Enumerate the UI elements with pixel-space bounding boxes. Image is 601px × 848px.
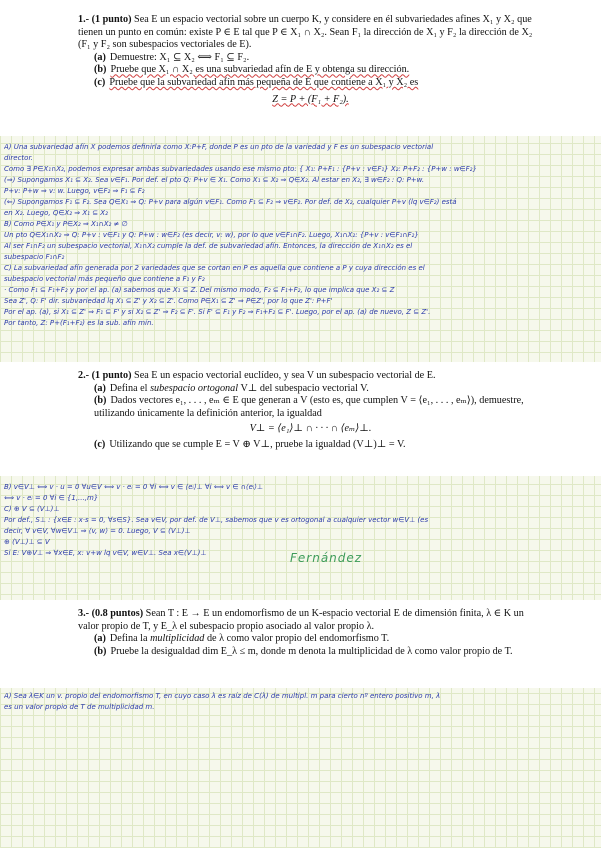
answer-2-line: ⊕ (V⊥)⊥ ⊆ V xyxy=(4,538,50,546)
problem-3-number: 3.- (0.8 puntos) xyxy=(78,608,144,619)
answer-1-line: B) Como P∈X₁ y P∈X₂ ⇒ X₁∩X₂ ≠ ∅ xyxy=(4,220,128,228)
problem-2-formula: V⊥ = ⟨e₁⟩⊥ ∩ · · · ∩ ⟨eₘ⟩⊥. xyxy=(249,423,372,435)
signature-scribble: Fernández xyxy=(290,551,363,565)
answer-1-line: Al ser F₁∩F₂ un subespacio vectorial, X₁∩X₂ cumple la def. de subvariedad afín. Entonces, la dirección de X₁∩X₂ es el xyxy=(4,242,413,250)
problem-1-b-text: Pruebe que X₁ ∩ X₂ es una subvariedad afín de E y obtenga su dirección. xyxy=(110,64,410,76)
answer-2-line: B) v∈V⊥ ⟺ v · u = 0 ∀u∈V ⟺ v · eᵢ = 0 ∀i ⟺ v ∈ ⟨eᵢ⟩⊥ ∀i ⟺ v ∈ ∩⟨eᵢ⟩⊥ xyxy=(4,483,263,491)
problem-2-number: 2.- (1 punto) xyxy=(78,370,132,381)
answer-2-line: ⟺ v · eᵢ = 0 ∀i ∈ {1,...,m} xyxy=(4,494,99,502)
problem-3-a-text: Defina la xyxy=(109,633,151,645)
problem-1-b-label: (b) xyxy=(94,64,107,76)
problem-2-a-text: Defina el xyxy=(109,382,151,394)
answer-3-line: A) Sea λ∈K un v. propio del endomorfismo T, en cuyo caso λ es raíz de C(λ) de multipl. m para cierto nº entero positivo m, λ xyxy=(4,692,441,700)
answer-1-line: Sea Z', Q: F' dir. subvariedad lq X₁ ⊆ Z' y X₂ ⊆ Z'. Como P∈X₁ ⊆ Z' ⇒ P∈Z', por lo que Z': P+F' xyxy=(4,297,333,305)
answer-2-line: Por def., S⊥ : {x∈E : x·s = 0, ∀s∈S}. Sea v∈V, por def. de V⊥, sabemos que v es ortogonal a cualquier vector w∈V⊥ (es xyxy=(4,516,429,524)
problem-2-block xyxy=(0,362,601,476)
answer-2-line: C) ⊕ V ⊆ (V⊥)⊥ xyxy=(4,505,60,513)
problem-3-block xyxy=(0,600,601,688)
problem-2-intro: Sea E un espacio vectorial euclídeo, y sea V un subespacio vectorial de E. xyxy=(134,370,436,381)
answer-1-line: (⇐) Supongamos F₁ ⊆ F₂. Sea Q∈X₁ ⇒ Q: P+v para algún v∈F₁. Como F₁ ⊆ F₂ ⇒ v∈F₂. Por def. de X₂, cualquier P+v (lq v∈F₂) está xyxy=(4,198,457,206)
problem-1-c-label: (c) xyxy=(94,76,106,88)
problem-2-c-label: (c) xyxy=(94,438,106,450)
answer-1-line: C) La subvariedad afín generada por 2 variedades que se cortan en P es aquella que contiene a P y cuya dirección es el xyxy=(4,264,425,272)
answer-2-handwriting xyxy=(4,482,597,559)
problem-1-intro: Sea E un espacio vectorial sobre un cuerpo K, y considere en él subvariedades afines X₁ y X₂ que tienen un punto en común: existe P ∈ E tal que P ∈ X₁ ∩ X₂. Sean F₁ la dirección de X₁ y F₂ la dirección de X₂ (F₁ y F₂ son subespacios vectoriales de E). xyxy=(78,14,533,51)
problem-2-c-text: Utilizando que se cumple E = V ⊕ V⊥, pruebe la igualdad (V⊥)⊥ = V. xyxy=(109,438,406,450)
problem-3-intro: Sean T : E → E un endomorfismo de un K-espacio vectorial E de dimensión finita, λ ∈ K un valor propio de T, y E_λ el subespacio propio asociado al valor propio λ. xyxy=(78,608,524,632)
problem-2 xyxy=(78,370,543,452)
answer-2-line: decir, ∀ v∈V, ∀w∈V⊥ ⇒ ⟨v, w⟩ = 0. Luego, V ⊆ (V⊥)⊥ xyxy=(4,527,191,535)
answer-1-line: P+v: P+w ⇒ v: w. Luego, v∈F₂ ⇒ F₁ ⊆ F₂ xyxy=(4,187,145,195)
answer-1-handwriting xyxy=(4,142,597,329)
answer-1-line: Por tanto, Z: P+(F₁+F₂) es la sub. afín mín. xyxy=(4,319,154,327)
answer-1-line: · Como F₁ ⊆ F₁+F₂ y por el ap. (a) sabemos que X₁ ⊆ Z. Del mismo modo, F₂ ⊆ F₁+F₂, lo que implica que X₂ ⊆ Z xyxy=(4,286,395,294)
problem-3-a-label: (a) xyxy=(94,633,106,645)
problem-2-a-emphasis: subespacio ortogonal xyxy=(150,382,239,394)
problem-1-c-text: Pruebe que la subvariedad afín más pequeña de E que contiene a X₁ y X₂ es xyxy=(109,76,419,88)
problem-2-b-label: (b) xyxy=(94,395,107,407)
answer-1-line: A) Una subvariedad afín X podemos definirla como X:P+F, donde P es un pto de la variedad y F es un subespacio vectorial xyxy=(4,143,434,151)
answer-2-line: Si E: V⊕V⊥ ⇒ ∀x∈E, x: v+w lq v∈V, w∈V⊥. Sea x∈(V⊥)⊥ xyxy=(4,549,207,557)
answer-1-line: director. xyxy=(4,154,33,162)
problem-3-a-text-end: de λ como valor propio del endomorfismo T. xyxy=(204,633,390,645)
answer-3-handwriting xyxy=(4,691,597,713)
problem-3-a-emphasis: multiplicidad xyxy=(150,633,205,645)
problem-3-b-text: Pruebe la desigualdad dim E_λ ≤ m, donde m denota la multiplicidad de λ como valor propio de T. xyxy=(110,645,513,657)
problem-1-a-label: (a) xyxy=(94,51,106,63)
answer-1-line: en X₂. Luego, Q∈X₂ ⇒ X₁ ⊆ X₂ xyxy=(4,209,108,217)
answer-1-line: Como ∃ P∈X₁∩X₂, podemos expresar ambas subvariedades usando ese mismo pto: { X₁: P+F₁ : {P+v : v∈F₁} X₂: P+F₂ : {P+w : w∈F₂} xyxy=(4,165,477,173)
answer-1-line: Por el ap. (a), si X₁ ⊆ Z' ⇒ F₁ ⊆ F' y si X₂ ⊆ Z' ⇒ F₂ ⊆ F'. Si F' ⊆ F₁ y F₂ ⇒ F₁+F₂ ⊆ F'. Luego, por el ap. (a) de nuevo, Z ⊆ Z'. xyxy=(4,308,431,316)
problem-3 xyxy=(78,608,543,658)
answer-1-line: Un pto Q∈X₁∩X₂ ⇒ Q: P+v : v∈F₁ y Q: P+w : w∈F₂ (es decir, v: w), por lo que v∈F₁∩F₂. Luego, X₁∩X₂: {P+v : v∈F₁∩F₂} xyxy=(4,231,419,239)
answer-3-line: es un valor propio de T de multiplicidad m. xyxy=(4,703,155,711)
problem-1 xyxy=(78,14,543,106)
problem-3-b-label: (b) xyxy=(94,645,107,657)
answer-1-line: (⇒) Supongamos X₁ ⊆ X₂. Sea v∈F₁. Por def. el pto Q: P+v ∈ X₁. Como X₁ ⊆ X₂ ⇒ Q∈X₂. Al estar en X₂, ∃ w∈F₂ : Q: P+w. xyxy=(4,176,425,184)
answer-1-line: subespacio vectorial más pequeño que contiene a F₁ y F₂ xyxy=(4,275,205,283)
problem-2-a-label: (a) xyxy=(94,382,106,394)
problem-2-a-text-end: V⊥ del subespacio vectorial V. xyxy=(238,382,369,394)
problem-1-number: 1.- (1 punto) xyxy=(78,14,132,25)
problem-1-block xyxy=(0,0,601,136)
problem-2-b-text: Dados vectores e₁, . . . , eₘ ∈ E que generan a V (esto es, que cumplen V = ⟨e₁, . . . , eₘ⟩), demuestre, utilizando únicamente la definición anterior, la igualdad xyxy=(94,395,524,419)
problem-1-formula: Z = P + (F₁ + F₂). xyxy=(272,93,349,105)
problem-1-a-text: Demuestre: X₁ ⊆ X₂ ⟺ F₁ ⊆ F₂. xyxy=(109,51,250,63)
answer-1-line: subespacio F₁∩F₂ xyxy=(4,253,65,261)
